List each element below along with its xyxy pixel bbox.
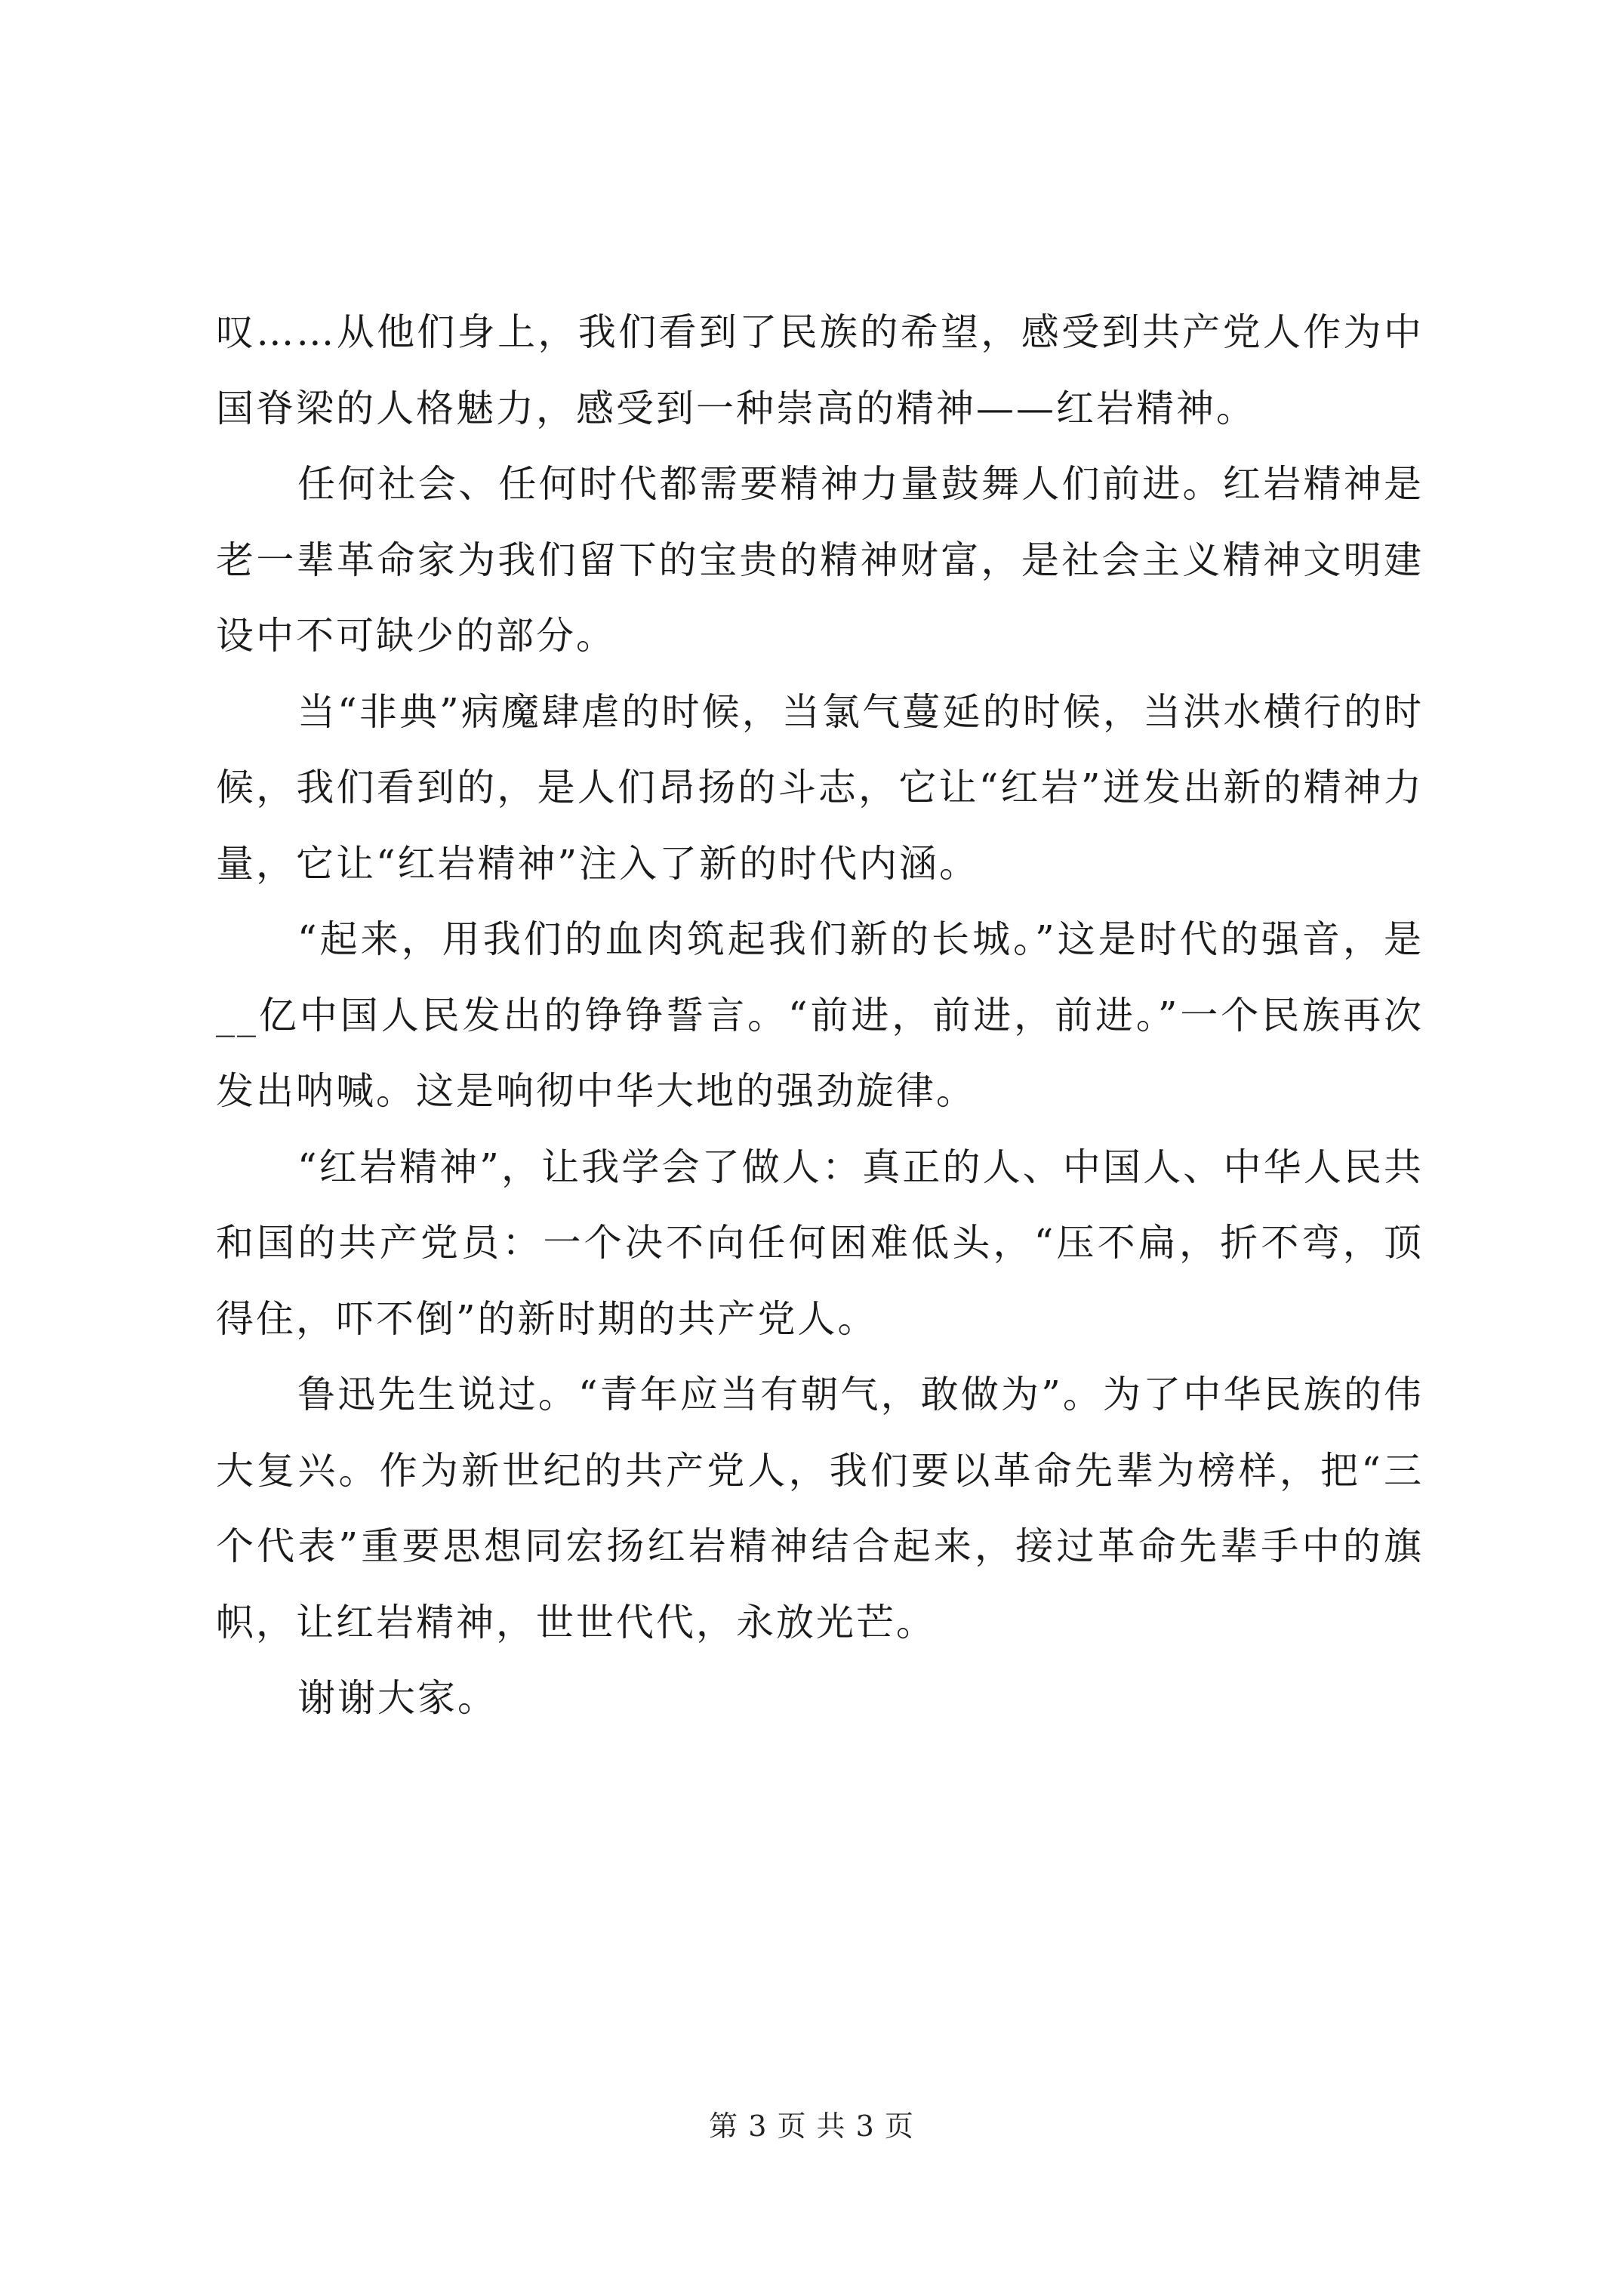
paragraph: 任何社会、任何时代都需要精神力量鼓舞人们前进。红岩精神是老一辈革命家为我们留下的宝贵的精神财富，是社会主义精神文明建设中不可缺少的部分。 <box>216 462 1424 658</box>
document-body <box>216 294 1424 1737</box>
paragraph: 鲁迅先生说过。“青年应当有朝气，敢做为”。为了中华民族的伟大复兴。作为新世纪的共产党人，我们要以革命先辈为榜样，把“三个代表”重要思想同宏扬红岩精神结合起来，接过革命先辈手中的旗帜，让红岩精神，世世代代，永放光芒。 <box>216 1373 1424 1644</box>
paragraph-continuation: 叹……从他们身上，我们看到了民族的希望，感受到共产党人作为中国脊梁的人格魅力，感受到一种崇高的精神——红岩精神。 <box>216 310 1424 430</box>
paragraph: 当“非典”病魔肆虐的时候，当氯气蔓延的时候，当洪水横行的时候，我们看到的，是人们昂扬的斗志，它让“红岩”迸发出新的精神力量，它让“红岩精神”注入了新的时代内涵。 <box>216 689 1424 886</box>
paragraph: “红岩精神”，让我学会了做人：真正的人、中国人、中华人民共和国的共产党员：一个决不向任何困难低头，“压不扁，折不弯，顶得住，吓不倒”的新时期的共产党人。 <box>216 1145 1424 1341</box>
paragraph-closing: 谢谢大家。 <box>297 1676 497 1720</box>
page-number-footer: 第 3 页 共 3 页 <box>709 2110 914 2143</box>
paragraph: “起来，用我们的血肉筑起我们新的长城。”这是时代的强音，是__亿中国人民发出的铮铮誓言。“前进，前进，前进。”一个民族再次发出呐喊。这是响彻中华大地的强劲旋律。 <box>216 917 1424 1113</box>
